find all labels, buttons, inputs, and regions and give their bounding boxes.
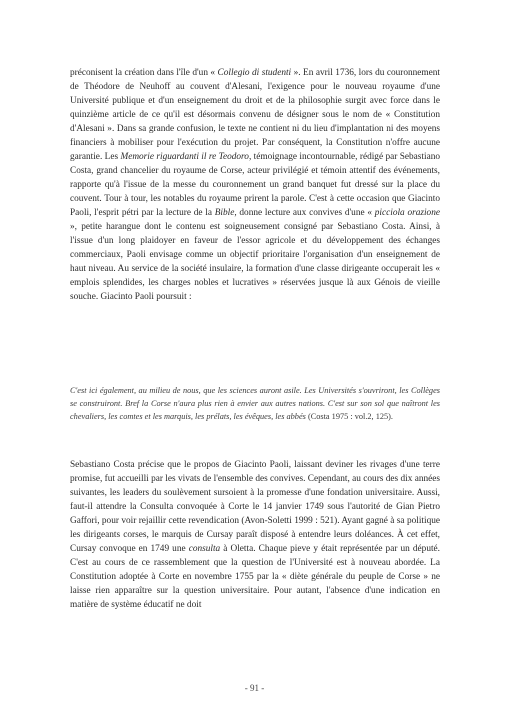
text-run: à Oletta. Chaque pieve y était représentée par un député. C'est au cours de ce rassemblement que la question de l'Université est à nouveau abordée. La Constitution adoptée à Corte en novembre 1755 par la « diète générale du peuple de Corse » ne laisse rien apparaître sur la question universitaire. Pour autant, l'absence d'une indication en matière de système éducatif ne doit: [70, 544, 440, 610]
text-run: préconisent la création dans l'île d'un «: [70, 68, 218, 78]
text-run: , témoignage incontournable, rédigé par Sebastiano Costa, grand chancelier du royaume de Corse, acteur privilégié et témoin attentif des événements, rapporte qu'à l'issue de la messe du couronnement un grand banquet fut dressé sur la place du couvent. Tour à tour, les notables du royaume prirent la parole. C'est à cette occasion que Giacinto Paoli, l'esprit pétri par la lecture de la: [70, 152, 440, 218]
text-run: picciola orazione: [374, 208, 440, 218]
text-run: », petite harangue dont le contenu est soigneusement consigné par Sebastiano Costa. Ainsi, à l'issue d'un long plaidoyer en faveur de l'essor agricole et du développement des échanges commerciaux, Paoli envisage comme un objectif prioritaire l'organisation d'un enseignement de haut niveau. Au service de la société insulaire, la formation d'une classe dirigeante occuperait les « emplois splendides, les charges nobles et lucratives » réservées jusque là aux Génois de vieille souche. Giacinto Paoli poursuit :: [70, 222, 440, 302]
text-run: Bible: [214, 208, 235, 218]
text-run: ». En avril 1736, lors du couronnement de Théodore de Neuhoff au couvent d'Alesani, l'exigence pour le nouveau royaume d'une Université publique et d'un enseignement du droit et de la philosophie surgit avec force dans le quinzième article de ce qu'il est désormais convenu de désigner sous le nom de « Constitution d'Alesani ». Dans sa grande confusion, le texte ne contient ni du lieu d'implantation ni des moyens financiers à mobiliser pour l'exécution du projet. Par conséquent, la Constitution n'offre aucune garantie. Les: [70, 68, 441, 162]
block-quote: [70, 384, 440, 423]
body-paragraph-1: [70, 66, 440, 304]
page-number: - 91 -: [244, 683, 265, 693]
body-paragraph-2: [70, 458, 440, 612]
text-run: (Costa 1975 : vol.2, 125).: [305, 412, 393, 421]
text-run: Sebastiano Costa précise que le propos de Giacinto Paoli, laissant deviner les rivages d'une terre promise, fut accueilli par les vivats de l'ensemble des convives. Cependant, au cours des dix années suivantes, les leaders du soulèvement sursoient à la promesse d'une fondation universitaire. Aussi, faut-il attendre la Consulta convoquée à Corte le 14 janvier 1749 sous l'autorité de Gian Pietro Gaffori, pour voir rejaillir cette revendication (Avon-Soletti 1999 : 521). Ayant gagné à sa politique les dirigeants corses, le marquis de Cursay paraît disposé à entendre leurs doléances. À cet effet, Cursay convoque en 1749 une: [70, 460, 440, 554]
text-run: Collegio di studenti: [217, 68, 292, 78]
text-run: C'est ici également, au milieu de nous, que les sciences auront asile. Les Universités s'ouvriront, les Collèges se construiront. Bref la Corse n'aura plus rien à envier aux autres nations. C'est sur son sol que naîtront les chevaliers, les comtes et les marquis, les prélats, les évêques, les abbés: [70, 386, 440, 421]
text-run: consulta: [188, 544, 221, 554]
text-run: Memorie riguardanti il re Teodoro: [120, 152, 249, 162]
text-run: , donne lecture aux convives d'une «: [234, 208, 375, 218]
